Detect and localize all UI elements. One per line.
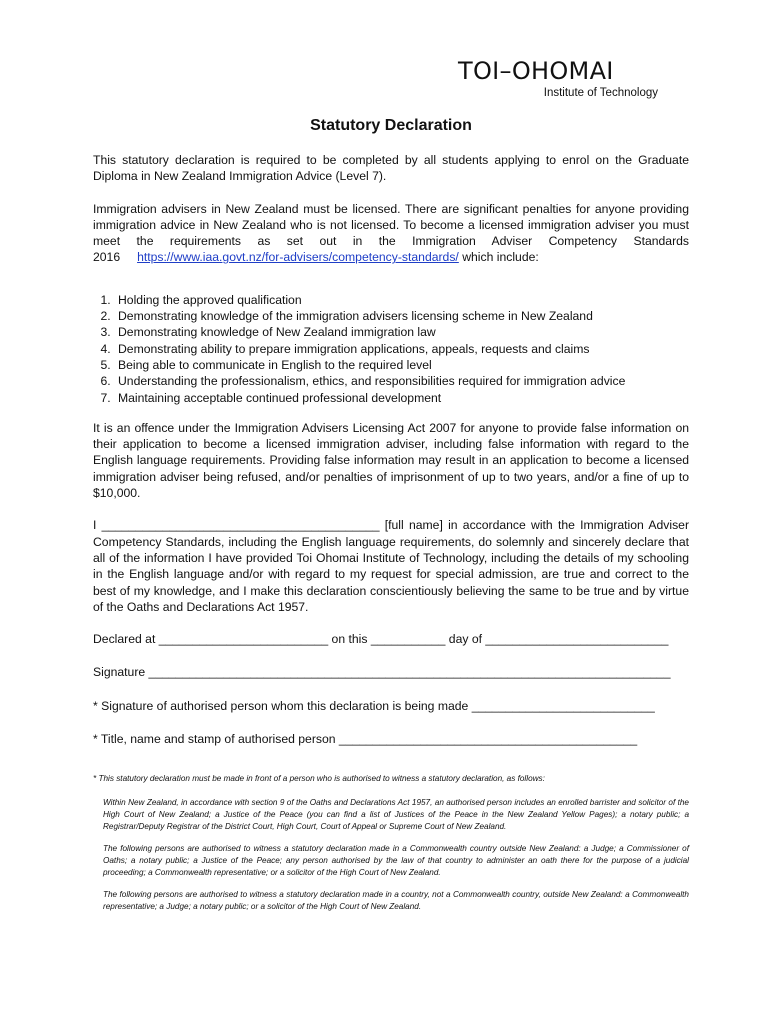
list-item: 2. Demonstrating knowledge of the immigration advisers licensing scheme in New Zealand	[114, 308, 689, 324]
offence-paragraph: It is an offence under the Immigration Advisers Licensing Act 2007 for anyone to provide false information on their application to become a licensed immigration adviser, including false information with regard to the English language requirements. Providing false information may result in an application to become a licensed immigration adviser being refused, and/or penalties of imprisonment of up to two years, and/or a fine of up to $10,000.	[93, 420, 689, 501]
institute-logo	[458, 58, 662, 100]
logo-subtitle: Institute of Technology	[543, 87, 658, 99]
authorised-title-field[interactable]: * Title, name and stamp of authorised person ____________________________________________	[93, 732, 638, 747]
list-item: 7. Maintaining acceptable continued professional development	[114, 390, 689, 406]
witness-notes	[93, 773, 689, 923]
note-new-zealand: Within New Zealand, in accordance with section 9 of the Oaths and Declarations Act 1957, an authorised person includes an enrolled barrister and solicitor of the High Court of New Zealand; a Justice of the Peace (you can find a list of Justices of the Peace in the New Zealand Yellow Pages); a notary public; a Registrar/Deputy Registrar of the District Court, High Court, Court of Appeal or Supreme Court of New Zealand.	[103, 798, 689, 831]
competency-standards-link[interactable]: https://www.iaa.govt.nz/for-advisers/competency-standards/	[137, 250, 459, 265]
list-item: 4. Demonstrating ability to prepare immigration applications, appeals, requests and claims	[114, 341, 689, 357]
document-body	[93, 152, 689, 764]
notes-heading: * This statutory declaration must be made in front of a person who is authorised to witness a statutory declaration, as follows:	[93, 774, 545, 783]
list-item: 5. Being able to communicate in English to the required level	[114, 357, 689, 373]
declaration-paragraph: I _________________________________________ [full name] in accordance with the Immigration Adviser Competency Standards, including the English language requirements, do solemnly and sincerely declare that all of the information I have provided Toi Ohomai Institute of Technology, including the details of my schooling in the English language and/or with regard to my request for special admission, are true and correct to the best of my knowledge, and I make this declaration conscientiously believing the same to be true and by virtue of the Oaths and Declarations Act 1957.	[93, 518, 689, 614]
list-item: 1. Holding the approved qualification	[114, 292, 689, 308]
list-item: 3. Demonstrating knowledge of New Zealand immigration law	[114, 324, 689, 340]
logo-name: TOI–OHOMAI	[458, 57, 614, 85]
licensing-paragraph	[93, 201, 689, 266]
list-item: 6. Understanding the professionalism, ethics, and responsibilities required for immigration advice	[114, 373, 689, 389]
note-non-commonwealth: The following persons are authorised to witness a statutory declaration made in a country, not a Commonwealth country, outside New Zealand: a Commonwealth representative; a Judge; a notary public; or a solicitor of the High Court of New Zealand.	[103, 890, 689, 911]
signature-field[interactable]: Signature _____________________________________________________________________________	[93, 665, 671, 680]
licensing-text: Immigration advisers in New Zealand must be licensed. There are significant penalties for anyone providing immigration advice in New Zealand who is not licensed. To become a licensed immigration adviser you must meet the requirements as set out in the Immigration Adviser Competency Standards 2016	[93, 201, 689, 265]
document-title: Statutory Declaration	[310, 117, 472, 134]
requirements-list	[93, 292, 689, 406]
licensing-suffix: which include:	[458, 250, 539, 265]
authorised-signature-field[interactable]: * Signature of authorised person whom this declaration is being made ___________________________	[93, 698, 655, 713]
note-commonwealth: The following persons are authorised to witness a statutory declaration made in a Commonwealth country outside New Zealand: a Judge; a Commissioner of Oaths; a notary public; a Justice of the Peace; any person authorised by the law of that country to administer an oath there for the purpose of a judicial proceeding; a Commonwealth representative; or a solicitor of the High Court of New Zealand.	[103, 844, 689, 877]
intro-paragraph: This statutory declaration is required to be completed by all students applying to enrol on the Graduate Diploma in New Zealand Immigration Advice (Level 7).	[93, 153, 689, 184]
declared-at-field[interactable]: Declared at _________________________ on this ___________ day of ___________________________	[93, 632, 669, 647]
